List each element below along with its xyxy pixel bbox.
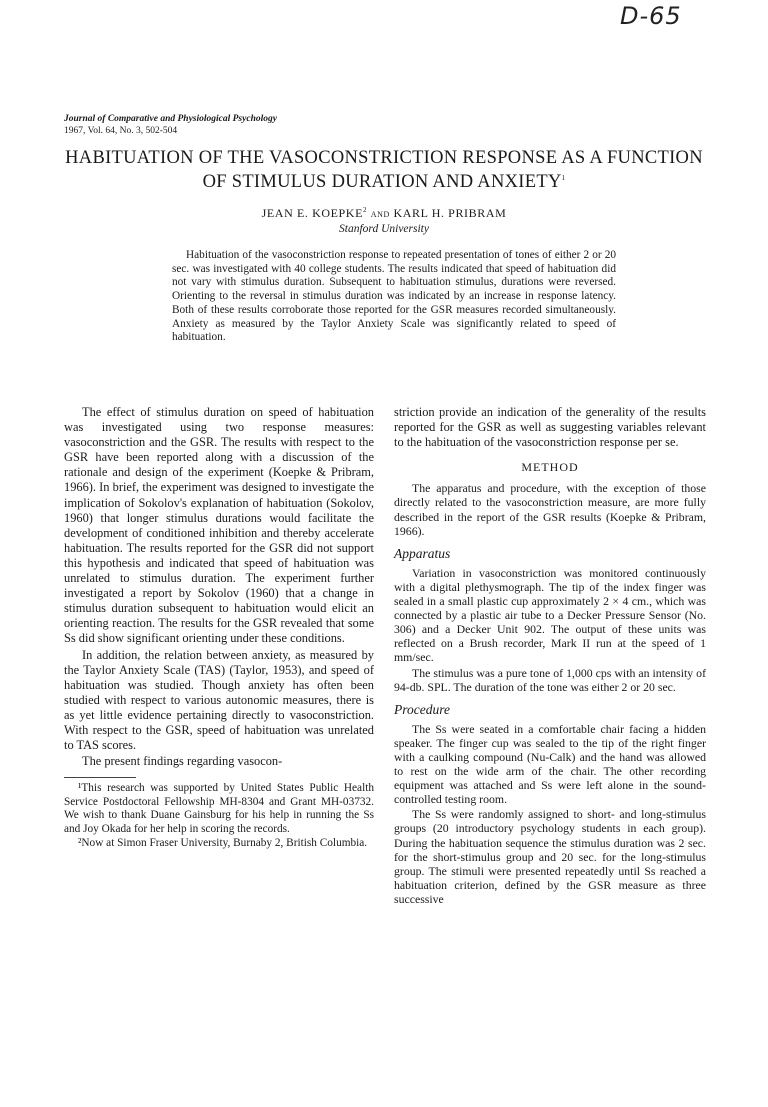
procedure-paragraph-1: The Ss were seated in a comfortable chair facing a hidden speaker. The finger cup was sealed to the tip of the right finger with a caulking compound (Nu-Calk) and the hand was allowed to rest on the wide arm of the chair. The other recording equipment was attached and Ss were left alone in the sound-controlled testing room. bbox=[394, 721, 706, 807]
apparatus-heading: Apparatus bbox=[394, 545, 451, 561]
journal-header bbox=[64, 113, 277, 137]
apparatus-paragraph-1: Variation in vasoconstriction was monitored continuously with a digital plethysmograph. The tip of the index finger was sealed in a small plastic cup approximately 2 × 4 cm., which was connected by a plastic air tube to a Decker Pressure Sensor (No. 306) and a Decker Unit 902. The output of these units was reflected on a Brush recorder, Mark II run at the speed of 1 mm/sec. bbox=[394, 565, 706, 665]
title-footnote-mark: 1 bbox=[561, 174, 566, 182]
intro-paragraph-1: The effect of stimulus duration on speed of habituation was investigated using two response measures: vasoconstriction and the GSR. The results with respect to the GSR have been reported along with a discussion of the rationale and design of the experiment (Koepke & Pribram, 1966). In brief, the experiment was designed to investigate the implication of Sokolov's explanation of habituation (Sokolov, 1960) that longer stimulus durations would facilitate the development of conditioned inhibition and thereby accelerate habituation. The results reported for the GSR did not support this hypothesis and indicated that speed of habituation was unrelated to stimulus duration. The experiment further investigated a report by Sokolov (1960) that a change in stimulus duration subsequent to habituation would elicit an orienting reaction. The results for the GSR revealed that some Ss did show significant orienting under these conditions. bbox=[64, 405, 374, 646]
author-conjunction: AND bbox=[370, 210, 390, 219]
method-paragraph: The apparatus and procedure, with the exception of those directly related to the vasoconstriction measure, are more fully described in the report of the GSR results (Koepke & Pribram, 1966). bbox=[394, 481, 706, 538]
journal-citation: 1967, Vol. 64, No. 3, 502-504 bbox=[64, 126, 178, 136]
footnote-divider bbox=[64, 777, 136, 778]
handwritten-annotation: D-65 bbox=[620, 2, 682, 30]
intro-continuation: striction provide an indication of the generality of the results reported for the GSR as well as suggesting variables relevant to the habituation of the vasoconstriction response per se. bbox=[394, 405, 706, 450]
apparatus-paragraph-2: The stimulus was a pure tone of 1,000 cps with an intensity of 94-db. SPL. The duration of the tone was either 2 or 20 sec. bbox=[394, 665, 706, 694]
intro-paragraph-3: The present findings regarding vasocon- bbox=[82, 754, 283, 769]
footnote-2: ²Now at Simon Fraser University, Burnaby 2, British Columbia. bbox=[78, 836, 368, 849]
author-line bbox=[60, 206, 708, 221]
journal-name: Journal of Comparative and Physiological Psychology bbox=[64, 114, 277, 124]
intro-paragraph-2: In addition, the relation between anxiety, as measured by the Taylor Anxiety Scale (TAS) (Taylor, 1953), and speed of habituation was studied. Though anxiety has often been studied with respect to various autonomic measures, there is as yet little evidence pertaining directly to vasoconstriction. With respect to the GSR, speed of habituation was unrelated to TAS scores. bbox=[64, 647, 374, 753]
procedure-heading: Procedure bbox=[394, 701, 450, 717]
author-2: KARL H. PRIBRAM bbox=[393, 206, 507, 220]
title-text: HABITUATION OF THE VASOCONSTRICTION RESPONSE AS A FUNCTION OF STIMULUS DURATION AND ANXIETY bbox=[65, 148, 703, 193]
author-1-footnote-mark: 2 bbox=[363, 206, 368, 214]
author-1: JEAN E. KOEPKE bbox=[261, 206, 364, 220]
left-column bbox=[64, 405, 374, 850]
abstract: Habituation of the vasoconstriction response to repeated presentation of tones of either 2 or 20 sec. was investigated with 40 college students. The results indicated that speed of habituation did not vary with stimulus duration. Subsequent to habituation stimulus, durations were reversed. Orienting to the reversal in stimulus duration was indicated by an increase in response latency. Both of these results corroborate those reported for the GSR measures recorded simultaneously. Anxiety as measured by the Taylor Anxiety Scale was significantly related to speed of habituation. bbox=[172, 249, 616, 344]
method-heading: METHOD bbox=[521, 460, 579, 475]
article-title bbox=[60, 148, 708, 192]
right-column bbox=[394, 405, 706, 907]
affiliation: Stanford University bbox=[339, 223, 429, 235]
procedure-paragraph-2: The Ss were randomly assigned to short- and long-stimulus groups (20 introductory psychology students in each group). During the habituation sequence the stimulus duration was 2 sec. for the short-stimulus group and 20 sec. for the long-stimulus group. The stimuli were presented repeatedly until Ss reached a habituation criterion, defined by the GSR measure as three successive bbox=[394, 807, 706, 906]
footnotes bbox=[64, 782, 374, 850]
footnote-1: ¹This research was supported by United States Public Health Service Postdoctoral Fellowship MH-8304 and Grant MH-03732. We wish to thank Duane Gainsburg for his help in running the Ss and Joy Okada for her help in scoring the records. bbox=[64, 782, 374, 836]
